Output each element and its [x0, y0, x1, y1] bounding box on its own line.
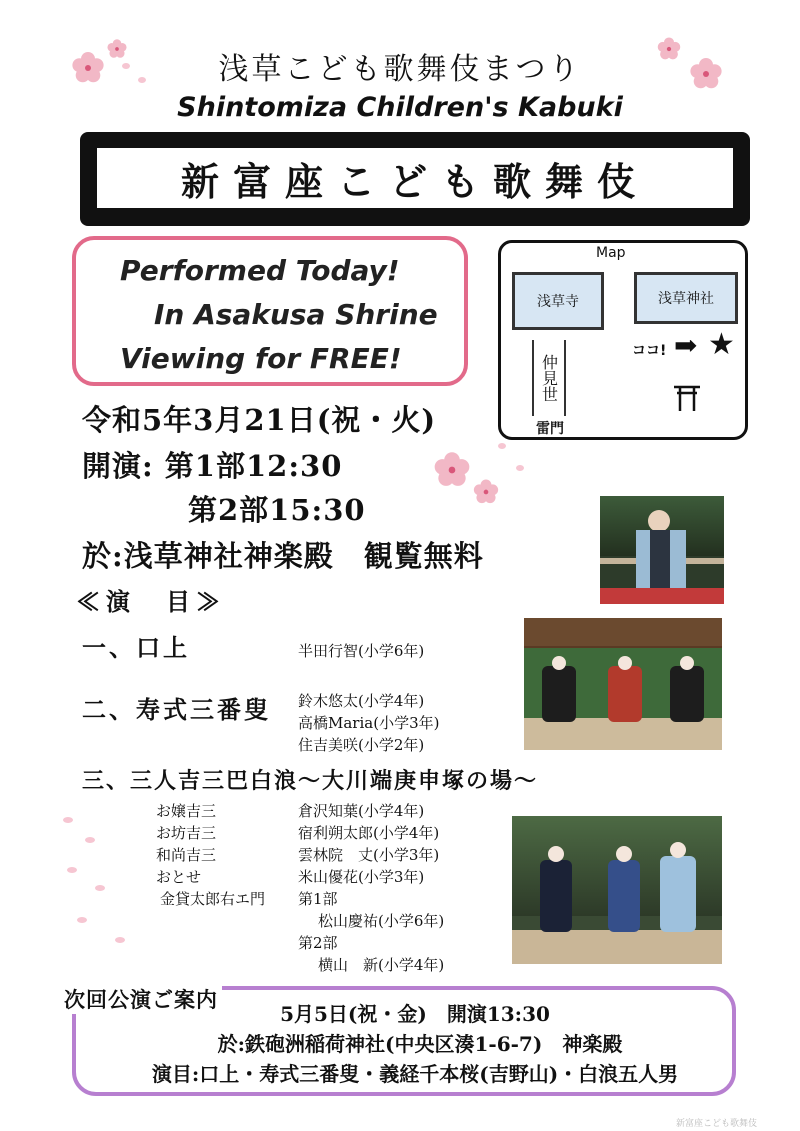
- program-item-1: 一、口上: [82, 633, 190, 662]
- performer-name: 半田行智(小学6年): [298, 642, 425, 660]
- promo-line-3: Viewing for FREE!: [120, 342, 402, 375]
- event-time-part1: 開演: 第1部12:30: [82, 449, 343, 483]
- performer-photo-3: [512, 816, 722, 964]
- performer-name: 米山優花(小学3年): [298, 868, 425, 886]
- promo-box: [72, 236, 468, 386]
- program-heading: ≪演 目≫: [76, 587, 226, 616]
- next-performance-date: 5月5日(祝・金) 開演13:30: [280, 1002, 550, 1026]
- map-here-label: ココ!: [632, 343, 667, 359]
- promo-line-1: Performed Today!: [120, 254, 400, 287]
- performer-name: 雲林院 丈(小学3年): [298, 846, 440, 864]
- performer-name: 倉沢知葉(小学4年): [298, 802, 425, 820]
- performer-name: 高橋Maria(小学3年): [298, 714, 440, 732]
- next-performance-venue: 於:鉄砲洲稲荷神社(中央区湊1-6-7) 神楽殿: [217, 1032, 623, 1056]
- role-name: 和尚吉三: [156, 846, 217, 864]
- performer-name: 住吉美咲(小学2年): [298, 736, 425, 754]
- next-performance-label: 次回公演ご案内: [60, 984, 222, 1014]
- performer-name: 横山 新(小学4年): [318, 956, 445, 974]
- cherry-blossom-icon: [472, 478, 500, 506]
- performer-name: 鈴木悠太(小学4年): [298, 692, 425, 710]
- footer-credit: 新富座こども歌舞伎: [676, 1119, 758, 1129]
- role-name: 金貸太郎右エ門: [160, 890, 266, 908]
- map-title: Map: [596, 245, 626, 261]
- performer-name: 松山慶祐(小学6年): [318, 912, 445, 930]
- event-time-part2: 第2部15:30: [188, 493, 366, 527]
- program-item-3: 三、三人吉三巴白浪～大川端庚申塚の場～: [82, 768, 539, 794]
- festival-subtitle: 浅草こども歌舞伎まつり: [218, 52, 582, 87]
- right-arrow-icon: ➡: [674, 329, 698, 362]
- event-date: 令和5年3月21日(祝・火): [82, 403, 437, 437]
- program-item-2: 二、寿式三番叟: [82, 695, 271, 724]
- map-street: 仲見世: [532, 340, 566, 416]
- petal-icon: [494, 440, 534, 480]
- map-gate: 雷門: [536, 421, 564, 437]
- role-name: お坊吉三: [156, 824, 217, 842]
- torii-icon: [672, 384, 702, 412]
- performer-photo-2: [524, 618, 722, 750]
- star-icon: ★: [708, 327, 735, 362]
- performance-part-label: 第2部: [298, 934, 338, 952]
- performer-name: 宿利朔太郎(小学4年): [298, 824, 440, 842]
- cherry-blossom-icon: [432, 450, 472, 490]
- page-title: 新富座こども歌舞伎: [94, 145, 736, 211]
- english-subtitle: Shintomiza Children's Kabuki: [177, 92, 623, 123]
- role-name: お嬢吉三: [156, 802, 217, 820]
- promo-line-2: In Asakusa Shrine: [154, 298, 438, 331]
- event-venue: 於:浅草神社神楽殿 観覧無料: [82, 539, 484, 573]
- map-shrine: 浅草神社: [634, 272, 738, 324]
- role-name: おとせ: [156, 868, 202, 886]
- performance-part-label: 第1部: [298, 890, 338, 908]
- performer-photo-1: [600, 496, 724, 604]
- next-performance-program: 演目:口上・寿式三番叟・義経千本桜(吉野山)・白浪五人男: [151, 1062, 679, 1086]
- map-temple: 浅草寺: [512, 272, 604, 330]
